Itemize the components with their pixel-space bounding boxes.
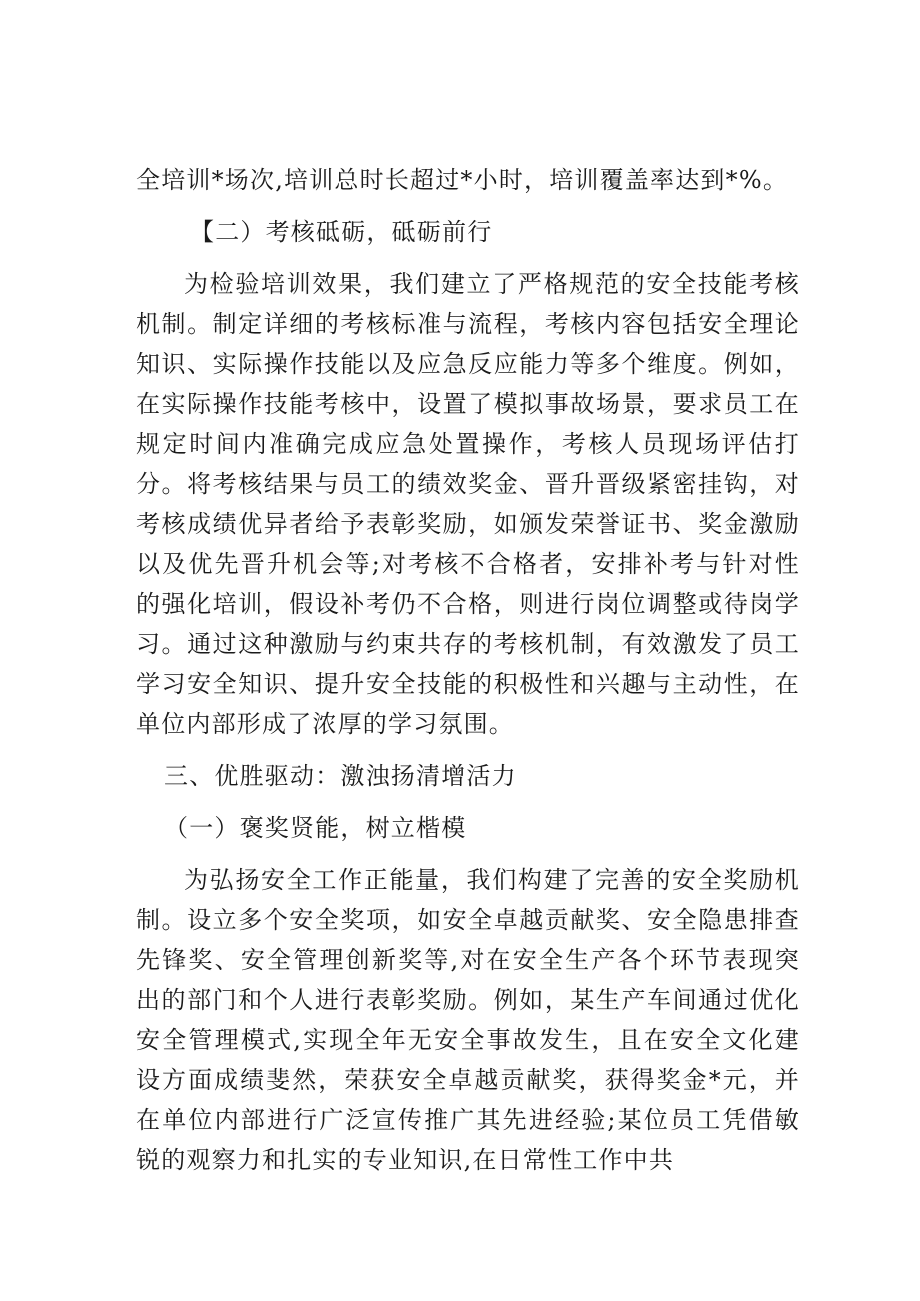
section-2-paragraph: 为检验培训效果，我们建立了严格规范的安全技能考核机制。制定详细的考核标准与流程，考核内容包括安全理论知识、实际操作技能以及应急反应能力等多个维度。例如，在实际操作技能考核中，设置了模拟事故场景，要求员工在规定时间内准确完成应急处置操作，考核人员现场评估打分。将考核结果与员工的绩效奖金、晋升晋级紧密挂钩，对考核成绩优异者给予表彰奖励，如颁发荣誉证书、奖金激励以及优先晋升机会等;对考核不合格者，安排补考与针对性的强化培训，假设补考仍不合格，则进行岗位调整或待岗学习。通过这种激励与约束共存的考核机制，有效激发了员工学习安全知识、提升安全技能的积极性和兴趣与主动性，在单位内部形成了浓厚的学习氛围。	[136, 270, 800, 738]
paragraph-continuation: 全培训*场次,培训总时长超过*小时，培训覆盖率达到*%。	[136, 166, 789, 194]
section-2-heading: 【二）考核砥砺，砥砺前行	[190, 218, 493, 246]
document-body	[136, 160, 800, 1180]
section-3-1-heading: （一）褒奖贤能，树立楷模	[164, 814, 467, 842]
section-3-1-paragraph: 为弘扬安全工作正能量，我们构建了完善的安全奖励机制。设立多个安全奖项，如安全卓越贡献奖、安全隐患排查先锋奖、安全管理创新奖等,对在安全生产各个环节表现突出的部门和个人进行表彰奖励。例如，某生产车间通过优化安全管理模式,实现全年无安全事故发生，且在安全文化建设方面成绩斐然，荣获安全卓越贡献奖，获得奖金*元，并在单位内部进行广泛宣传推广其先进经验;某位员工凭借敏锐的观察力和扎实的专业知识,在日常性工作中共	[136, 866, 800, 1174]
section-3-heading: 三、优胜驱动：激浊扬清增活力	[164, 762, 517, 790]
